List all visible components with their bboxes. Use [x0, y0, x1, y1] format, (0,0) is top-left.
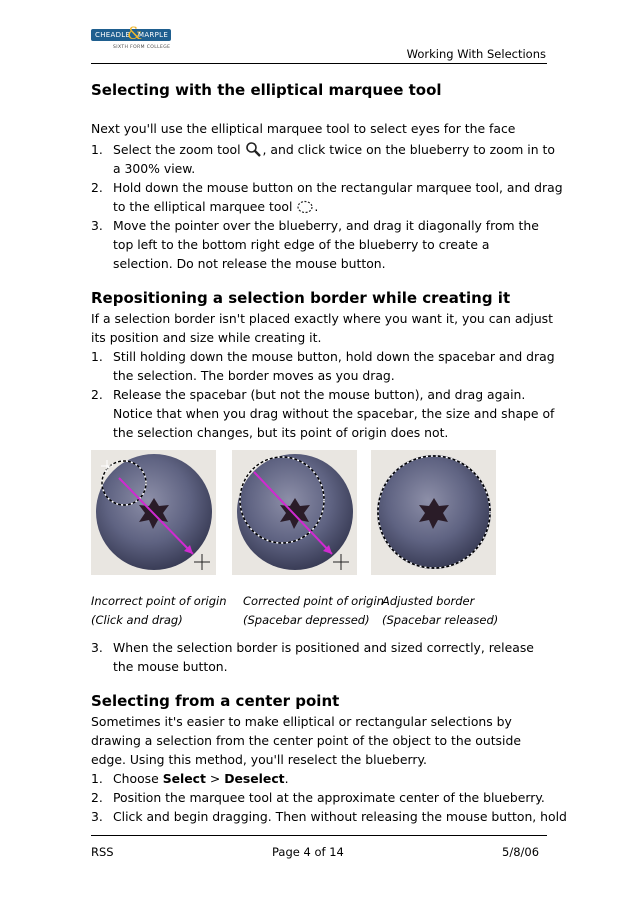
- section3-intro-line2: drawing a selection from the center point of the object to the outside: [91, 733, 521, 748]
- college-logo: [91, 23, 173, 53]
- heading-repositioning: Repositioning a selection border while creating it: [91, 289, 511, 307]
- list-item-continuation: top left to the bottom right edge of the blueberry to create a: [113, 237, 490, 252]
- figure3-caption: Adjusted border: [382, 594, 475, 608]
- list-item-continuation: to the elliptical marquee tool .: [113, 197, 318, 220]
- footer-divider: [91, 835, 547, 836]
- list-item: 1. Choose Select > Deselect.: [91, 771, 289, 786]
- list-item: 2. Position the marquee tool at the approximate center of the blueberry.: [91, 790, 545, 805]
- figure1-caption: Incorrect point of origin: [91, 594, 227, 608]
- section2-intro-line2: its position and size while creating it.: [91, 330, 322, 345]
- section2-intro-line1: If a selection border isn't placed exactly where you want it, you can adjust: [91, 311, 553, 326]
- list-item: 3. Move the pointer over the blueberry, and drag it diagonally from the: [91, 218, 539, 233]
- logo-ampersand-icon: &: [127, 24, 143, 44]
- list-item-continuation: the selection. The border moves as you drag.: [113, 368, 395, 383]
- list-item-continuation: selection. Do not release the mouse button.: [113, 256, 386, 271]
- list-item-continuation: Notice that when you drag without the spacebar, the size and shape of: [113, 406, 555, 421]
- figure-corrected-origin: [232, 450, 357, 575]
- footer-date: 5/8/06: [502, 845, 540, 859]
- heading-elliptical-marquee: Selecting with the elliptical marquee tool: [91, 81, 442, 99]
- footer-author: RSS: [91, 845, 114, 859]
- list-item: 1. Select the zoom tool , and click twice on the blueberry to zoom in to: [91, 140, 555, 163]
- footer-page-number: Page 4 of 14: [272, 845, 344, 859]
- list-item-continuation: a 300% view.: [113, 161, 196, 176]
- logo-text-left: CHEADLE: [95, 31, 131, 39]
- menu-select: Select: [162, 771, 206, 786]
- figure-adjusted-border: [371, 450, 496, 575]
- list-item: 1. Still holding down the mouse button, hold down the spacebar and drag: [91, 349, 555, 364]
- logo-text-right: MARPLE: [138, 31, 169, 39]
- list-item: 3. When the selection border is positioned and sized correctly, release: [91, 640, 534, 655]
- logo-subtext: SIXTH FORM COLLEGE: [113, 45, 171, 50]
- list-item: 2. Hold down the mouse button on the rectangular marquee tool, and drag: [91, 180, 563, 195]
- figure1-subcaption: (Click and drag): [91, 613, 183, 627]
- heading-center-point: Selecting from a center point: [91, 692, 340, 710]
- list-item-continuation: the mouse button.: [113, 659, 228, 674]
- header-divider: [91, 63, 547, 64]
- list-item: 3. Click and begin dragging. Then without releasing the mouse button, hold: [91, 809, 567, 824]
- figure-incorrect-origin: [91, 450, 216, 575]
- section1-intro: Next you'll use the elliptical marquee tool to select eyes for the face: [91, 121, 516, 136]
- header-section-title: Working With Selections: [406, 47, 546, 61]
- menu-deselect: Deselect: [224, 771, 285, 786]
- figure2-subcaption: (Spacebar depressed): [243, 613, 370, 627]
- figure3-subcaption: (Spacebar released): [382, 613, 499, 627]
- zoom-tool-icon: [245, 141, 263, 163]
- section3-intro-line1: Sometimes it's easier to make elliptical or rectangular selections by: [91, 714, 512, 729]
- list-item: 2. Release the spacebar (but not the mouse button), and drag again.: [91, 387, 526, 402]
- list-item-continuation: the selection changes, but its point of origin does not.: [113, 425, 449, 440]
- figure2-caption: Corrected point of origin: [243, 594, 384, 608]
- section3-intro-line3: edge. Using this method, you'll reselect the blueberry.: [91, 752, 427, 767]
